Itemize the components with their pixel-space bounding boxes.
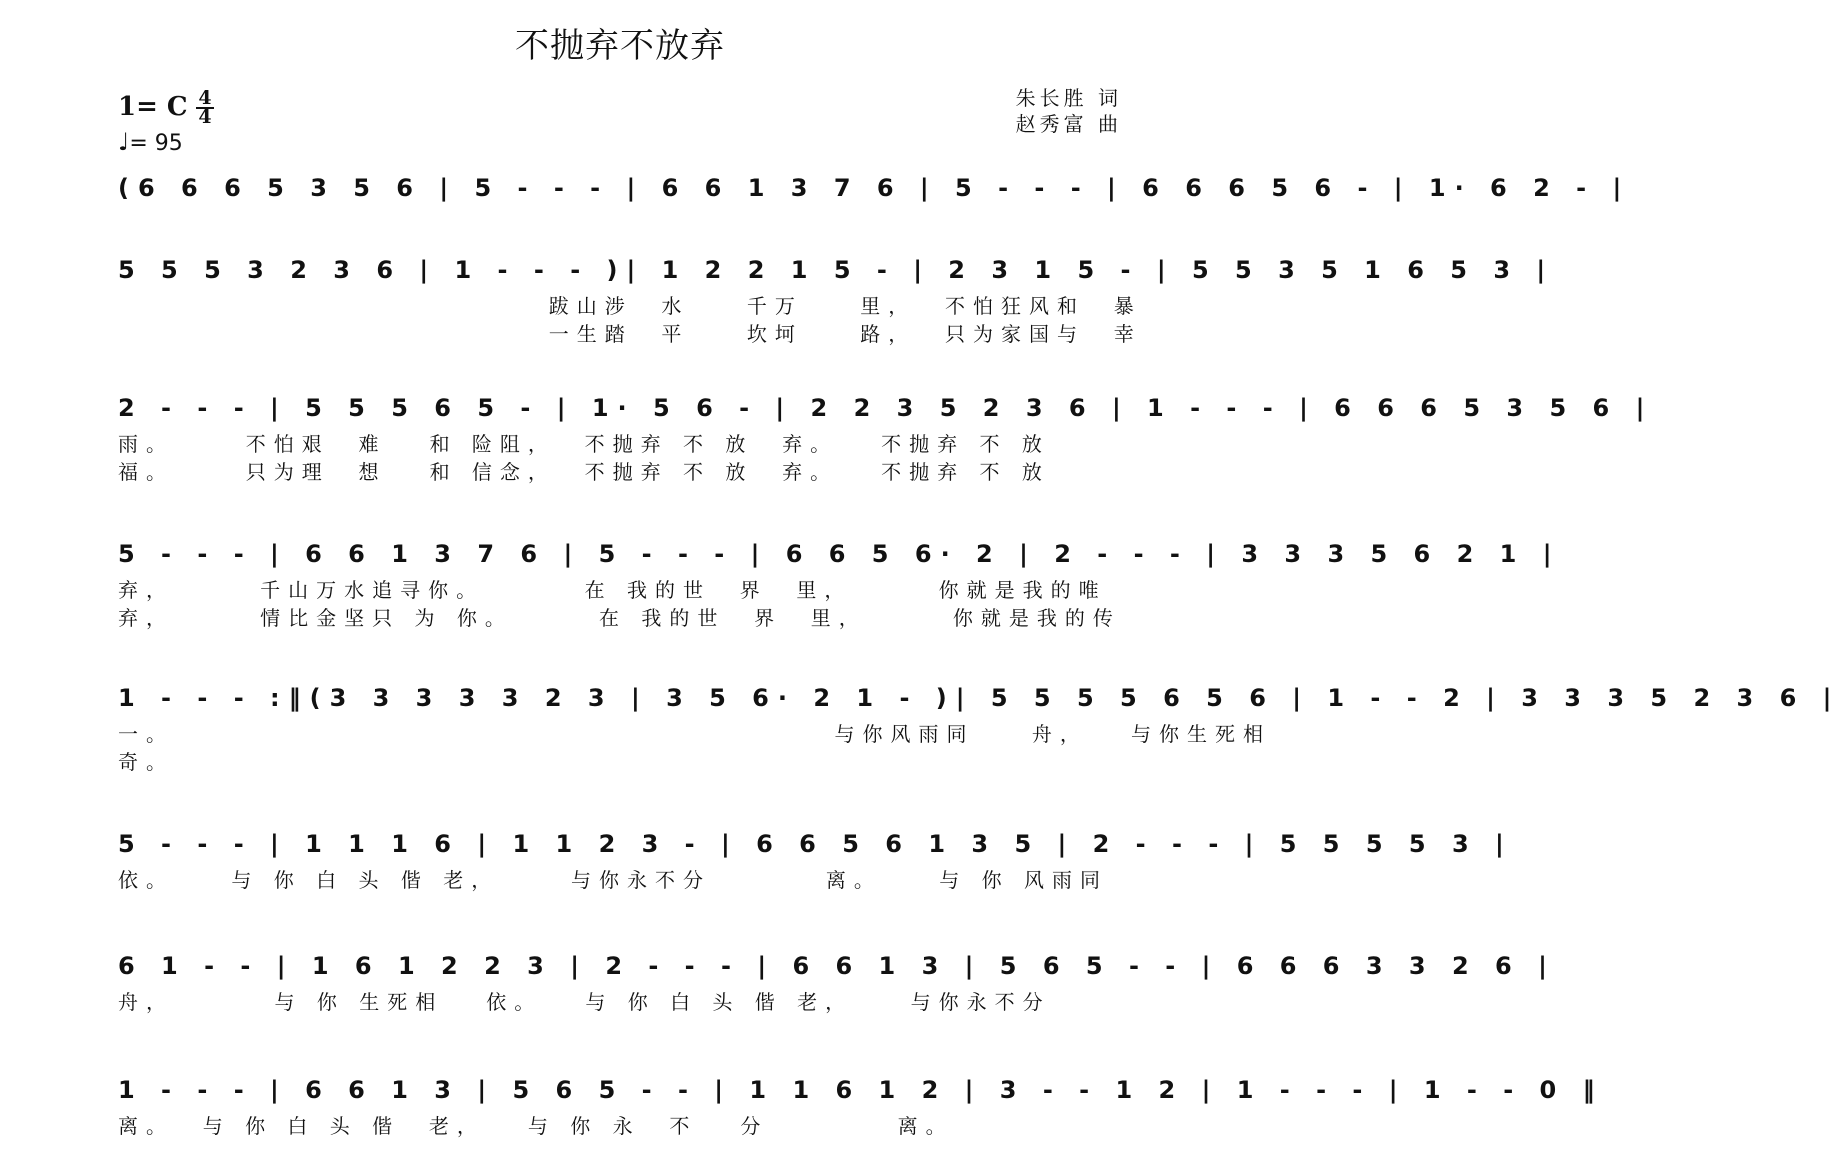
time-signature-denominator: 4 xyxy=(196,107,214,126)
lyrics-verse-1: 一。 与你风雨同 舟， 与你生死相 xyxy=(118,722,1271,746)
key-signature: 1= C xyxy=(118,92,188,122)
lyrics-verse-1: 依。 与 你 白 头 偕 老， 与你永不分 离。 与 你 风雨同 xyxy=(118,868,1109,892)
music-line: 5 - - - | 1 1 1 6 | 1 1 2 3 - | 6 6 5 6 1 3 5 | 2 - - - | 5 5 5 5 3 | xyxy=(118,830,1513,858)
music-line: 1 - - - :‖(3 3 3 3 3 2 3 | 3 5 6· 2 1 - )| 5 5 5 5 6 5 6 | 1 - - 2 | 3 3 3 5 2 3 6 | xyxy=(118,684,1840,712)
lyrics-verse-1: 跋山涉 水 千万 里， 不怕狂风和 暴 xyxy=(118,294,1142,318)
lyrics-verse-2: 一生踏 平 坎坷 路， 只为家国与 幸 xyxy=(118,322,1142,346)
time-signature xyxy=(196,87,214,128)
time-signature-numerator: 4 xyxy=(198,87,212,109)
tempo-marking xyxy=(118,128,183,156)
music-line: (6 6 6 5 3 5 6 | 5 - - - | 6 6 1 3 7 6 | 5 - - - | 6 6 6 5 6 - | 1· 6 2 - | xyxy=(118,174,1631,202)
score-system-3 xyxy=(118,386,1654,486)
score-system-2 xyxy=(118,248,1555,348)
quarter-note-icon: ♩ xyxy=(118,128,130,156)
music-line: 1 - - - | 6 6 1 3 | 5 6 5 - - | 1 1 6 1 2 | 3 - - 1 2 | 1 - - - | 1 - - 0 ‖ xyxy=(118,1076,1604,1104)
composer-credit: 赵秀富 曲 xyxy=(1015,112,1122,136)
score-system-5 xyxy=(118,676,1840,776)
lyrics-verse-1: 弃， 千山万水追寻你。 在 我的世 界 里， 你就是我的唯 xyxy=(118,578,1107,602)
score-system-6 xyxy=(118,822,1513,894)
lyrics-verse-2: 奇。 xyxy=(118,750,174,774)
lyrics-verse-1: 舟， 与 你 生死相 依。 与 你 白 头 偕 老， 与你永不分 xyxy=(118,990,1051,1014)
tempo-value: = 95 xyxy=(129,131,183,156)
lyricist-credit: 朱长胜 词 xyxy=(1015,86,1122,110)
score-system-8 xyxy=(118,1068,1604,1140)
music-line: 2 - - - | 5 5 5 6 5 - | 1· 5 6 - | 2 2 3 5 2 3 6 | 1 - - - | 6 6 6 5 3 5 6 | xyxy=(118,394,1654,422)
lyrics-verse-1: 雨。 不怕艰 难 和 险阻， 不抛弃 不 放 弃。 不抛弃 不 放 xyxy=(118,432,1050,456)
music-line: 6 1 - - | 1 6 1 2 2 3 | 2 - - - | 6 6 1 3 | 5 6 5 - - | 6 6 6 3 3 2 6 | xyxy=(118,952,1556,980)
page-title: 不抛弃不放弃 xyxy=(515,26,725,66)
lyrics-verse-1: 离。 与 你 白 头 偕 老， 与 你 永 不 分 离。 xyxy=(118,1114,954,1138)
lyrics-verse-2: 弃， 情比金坚只 为 你。 在 我的世 界 里， 你就是我的传 xyxy=(118,606,1121,630)
score-system-4 xyxy=(118,532,1561,632)
lyrics-verse-2: 福。 只为理 想 和 信念， 不抛弃 不 放 弃。 不抛弃 不 放 xyxy=(118,460,1050,484)
music-line: 5 5 5 3 2 3 6 | 1 - - - )| 1 2 2 1 5 - | 2 3 1 5 - | 5 5 3 5 1 6 5 3 | xyxy=(118,256,1555,284)
music-line: 5 - - - | 6 6 1 3 7 6 | 5 - - - | 6 6 5 6· 2 | 2 - - - | 3 3 3 5 6 2 1 | xyxy=(118,540,1561,568)
score-system-7 xyxy=(118,944,1556,1016)
score-system-1 xyxy=(118,166,1631,210)
